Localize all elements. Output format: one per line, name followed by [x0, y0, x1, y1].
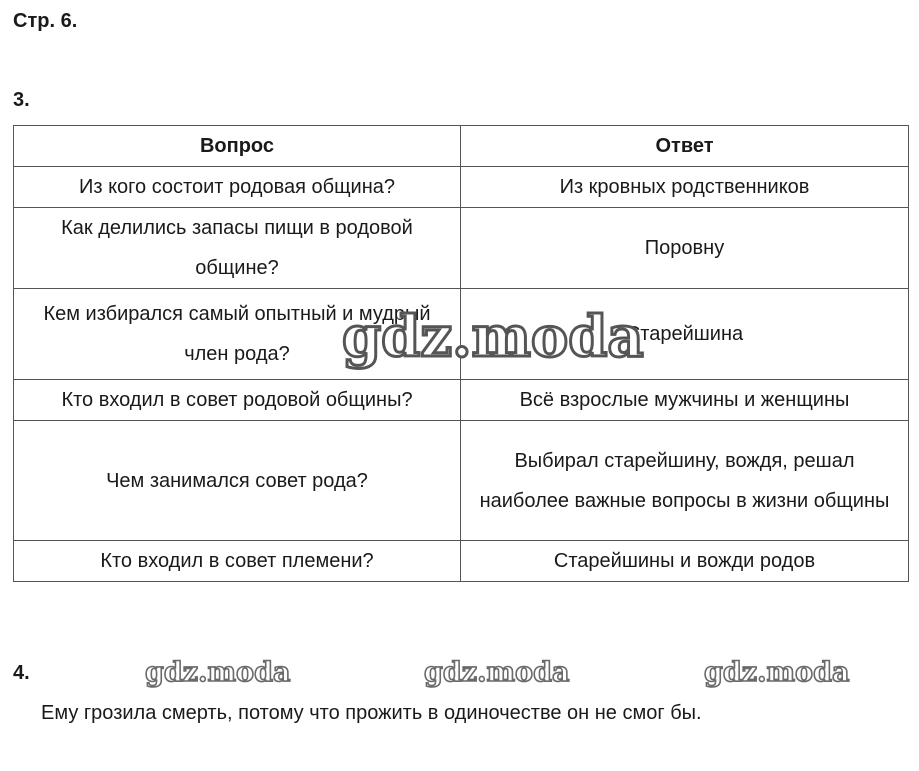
question-answer-table [13, 125, 909, 582]
table-row [14, 167, 909, 208]
table-row [14, 380, 909, 421]
task-3-number: 3. [13, 89, 30, 111]
answer-cell: Старейшина [461, 289, 909, 380]
header-question: Вопрос [14, 126, 461, 167]
watermark-small: gdz.moda [424, 657, 570, 688]
table-row [14, 421, 909, 541]
question-cell: Из кого состоит родовая община? [14, 167, 461, 208]
question-cell: Кто входил в совет родовой общины? [14, 380, 461, 421]
question-cell: Кем избирался самый опытный и мудрый член рода? [14, 289, 461, 380]
watermark-small: gdz.moda [145, 657, 291, 688]
answer-cell: Выбирал старейшину, вождя, решал наиболее важные вопросы в жизни общины [461, 421, 909, 541]
page-label: Стр. 6. [13, 10, 78, 32]
table-row [14, 208, 909, 289]
answer-cell: Из кровных родственников [461, 167, 909, 208]
task-4-answer: Ему грозила смерть, потому что прожить в одиночестве он не смог бы. [41, 702, 702, 724]
header-answer: Ответ [461, 126, 909, 167]
table-row [14, 541, 909, 582]
question-cell: Чем занимался совет рода? [14, 421, 461, 541]
table-row [14, 289, 909, 380]
table-header-row [14, 126, 909, 167]
question-cell: Кто входил в совет племени? [14, 541, 461, 582]
watermark-main: gdz.moda [342, 304, 644, 370]
answer-cell: Всё взрослые мужчины и женщины [461, 380, 909, 421]
answer-cell: Поровну [461, 208, 909, 289]
answer-cell: Старейшины и вожди родов [461, 541, 909, 582]
watermark-small: gdz.moda [704, 657, 850, 688]
question-cell: Как делились запасы пищи в родовой общине? [14, 208, 461, 289]
task-4-number: 4. [13, 662, 30, 684]
